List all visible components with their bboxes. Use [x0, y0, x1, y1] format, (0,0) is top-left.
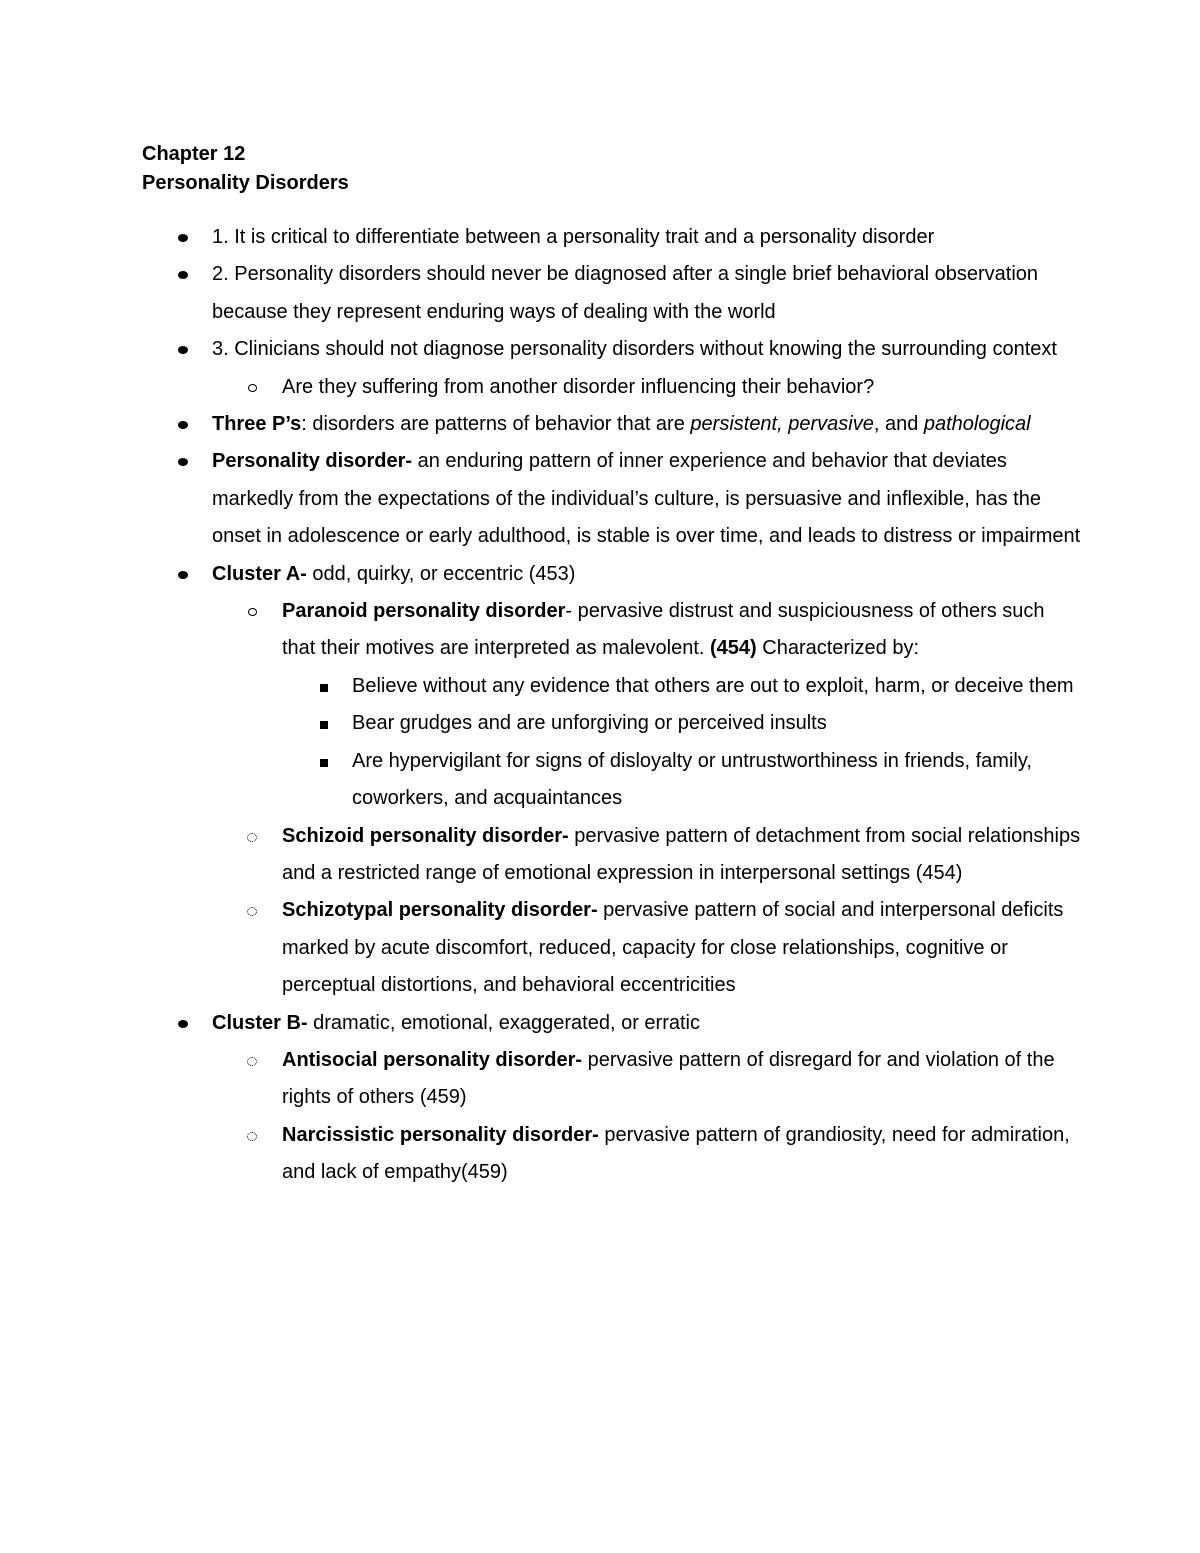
- bullet-circle-icon: [248, 608, 257, 616]
- schizoid-term: Schizoid personality disorder-: [282, 824, 569, 847]
- antisocial-term: Antisocial personality disorder-: [282, 1048, 583, 1071]
- list-item: [212, 219, 1082, 256]
- list-item: [212, 1005, 1082, 1042]
- point-1: 1. It is critical to differentiate between a personality trait and a personality disorder: [212, 226, 935, 248]
- list-item: [282, 818, 1082, 893]
- list-item: [282, 1042, 1082, 1117]
- list-item: [212, 556, 1082, 593]
- bullet-dotted-circle-icon: [247, 1132, 257, 1141]
- bullet-dotted-circle-icon: [247, 833, 257, 842]
- list-item: [212, 443, 1082, 555]
- bullet-square-icon: [320, 759, 328, 767]
- paranoid-bullet-2: Bear grudges and are unforgiving or perceived insults: [352, 712, 827, 735]
- list-item: [352, 668, 1082, 705]
- point-3-sub: Are they suffering from another disorder influencing their behavior?: [282, 375, 875, 398]
- cluster-b-text: dramatic, emotional, exaggerated, or erratic: [307, 1011, 700, 1034]
- three-ps-italic-2: pathological: [923, 413, 1031, 436]
- paranoid-tail: Characterized by:: [756, 637, 919, 660]
- list-item: [282, 593, 1082, 668]
- list-item: [212, 331, 1082, 368]
- schizotypal-text: pervasive pattern of social and interpersonal deficits marked by acute discomfort, reduced, capacity for close relationships, cognitive or perceptual distortions, and behavioral eccentricities: [282, 899, 1064, 997]
- chapter-subtitle: Personality Disorders: [142, 172, 349, 194]
- bullet-disc-icon: [178, 346, 188, 354]
- document-page: [142, 140, 1082, 1192]
- list-item: [212, 406, 1082, 443]
- bullet-disc-icon: [178, 421, 188, 429]
- list-item: [282, 892, 1082, 1004]
- bullet-disc-icon: [178, 571, 188, 579]
- cluster-a-text: odd, quirky, or eccentric (453): [306, 562, 576, 585]
- list-item: [282, 1117, 1082, 1192]
- paranoid-text: - pervasive distrust and suspiciousness of others such that their motives are interpreted as malevolent.: [282, 600, 1045, 660]
- bullet-square-icon: [320, 684, 328, 692]
- cluster-a-term: Cluster A-: [212, 562, 307, 585]
- bullet-disc-icon: [178, 1020, 188, 1028]
- bullet-dotted-circle-icon: [247, 1057, 257, 1066]
- list-item: [212, 256, 1082, 331]
- narcissistic-term: Narcissistic personality disorder-: [282, 1123, 599, 1146]
- narcissistic-text: pervasive pattern of grandiosity, need for admiration, and lack of empathy(459): [282, 1123, 1070, 1184]
- three-ps-and: , and: [873, 413, 924, 436]
- chapter-title: Chapter 12: [142, 143, 246, 165]
- bullet-disc-icon: [178, 458, 188, 466]
- three-ps-text: : disorders are patterns of behavior that are: [301, 413, 691, 436]
- bullet-disc-icon: [178, 234, 188, 242]
- bullet-square-icon: [320, 721, 328, 729]
- paranoid-page: (454): [710, 637, 757, 660]
- list-item: [282, 369, 1082, 406]
- paranoid-bullet-3: Are hypervigilant for signs of disloyalty or untrustworthiness in friends, family, coworkers, and acquaintances: [352, 749, 1032, 810]
- antisocial-text: pervasive pattern of disregard for and violation of the rights of others (459): [282, 1048, 1055, 1109]
- personality-disorder-term: Personality disorder-: [212, 450, 413, 473]
- notes-list: [142, 219, 1082, 1192]
- schizotypal-term: Schizotypal personality disorder-: [282, 899, 598, 922]
- three-ps-term: Three P’s: [212, 413, 302, 436]
- bullet-circle-icon: [248, 384, 257, 392]
- list-item: [352, 705, 1082, 742]
- point-3: 3. Clinicians should not diagnose personality disorders without knowing the surrounding context: [212, 338, 1057, 361]
- bullet-disc-icon: [178, 271, 188, 279]
- personality-disorder-definition: an enduring pattern of inner experience and behavior that deviates markedly from the expectations of the individual’s culture, is persuasive and inflexible, has the onset in adolescence or early adulthood, is stable is over time, and leads to distress or impairment: [212, 450, 1081, 548]
- point-2: 2. Personality disorders should never be diagnosed after a single brief behavioral observation because they represent enduring ways of dealing with the world: [212, 263, 1039, 323]
- schizoid-text: pervasive pattern of detachment from social relationships and a restricted range of emotional expression in interpersonal settings (454): [282, 824, 1081, 884]
- paranoid-term: Paranoid personality disorder: [282, 600, 566, 623]
- bullet-dotted-circle-icon: [247, 907, 257, 916]
- paranoid-bullet-1: Believe without any evidence that others are out to exploit, harm, or deceive them: [352, 674, 1074, 697]
- three-ps-italic-1: persistent, pervasive: [690, 413, 874, 436]
- cluster-b-term: Cluster B-: [212, 1011, 308, 1034]
- list-item: [352, 743, 1082, 818]
